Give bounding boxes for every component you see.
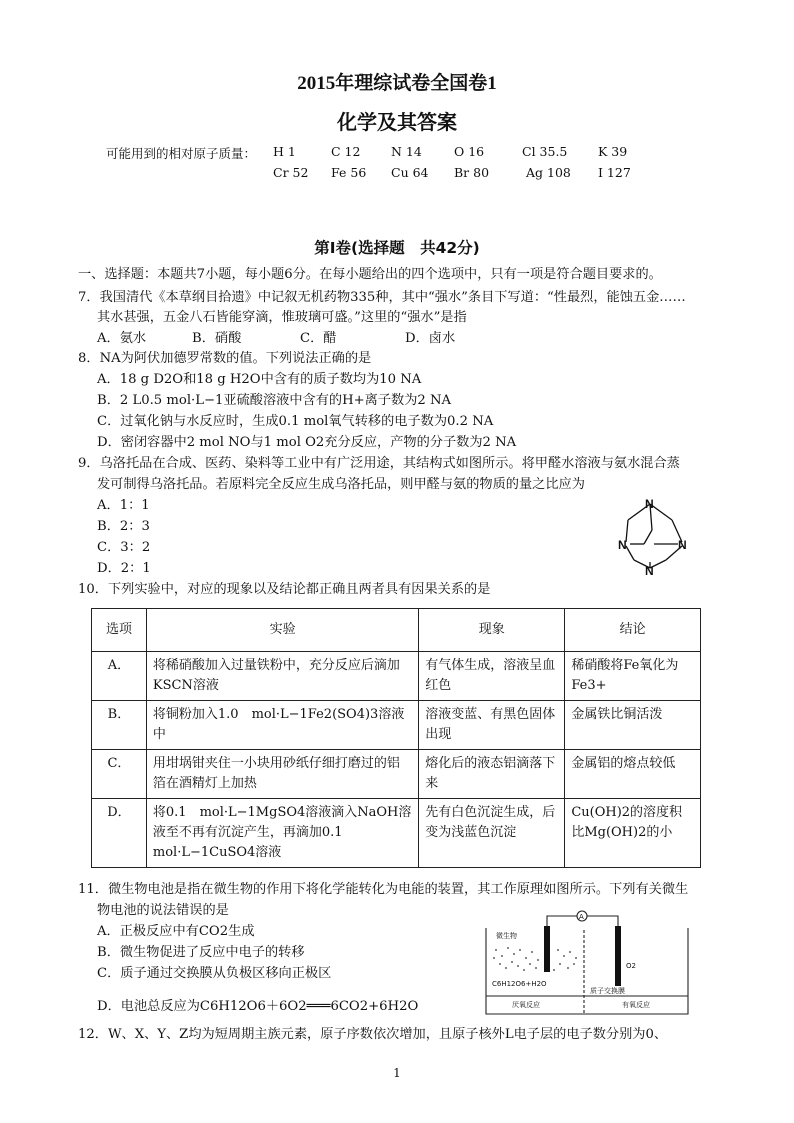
- table-cell-conclusion: 金属铁比铜活泼: [565, 701, 701, 750]
- section-instructions: 一、选择题：本题共7小题，每小题6分。在每小题给出的四个选项中，只有一项是符合题目要求的。: [78, 267, 662, 282]
- atomic-mass-item: O 16: [454, 144, 485, 159]
- anode-electrode: [544, 926, 550, 972]
- table-cell-option: C．: [92, 750, 147, 799]
- atomic-mass-item: C 12: [331, 144, 361, 159]
- ammeter-label: A: [579, 913, 584, 921]
- q8-option-c: C．过氧化钠与水反应时，生成0.1 mol氧气转移的电子数为0.2 NA: [97, 414, 494, 429]
- aerobic-label: 有氧反应: [622, 1001, 650, 1009]
- cathode-electrode: [615, 926, 621, 986]
- atomic-mass-item: Cl 35.5: [522, 144, 568, 159]
- table-header-row: [92, 609, 701, 652]
- table-cell-experiment: 将铜粉加入1.0 mol·L−1Fe2(SO4)3溶液中: [146, 701, 418, 750]
- q9-stem-line1: 9．乌洛托品在合成、医药、染料等工业中有广泛用途，其结构式如图所示。将甲醛水溶液与氨水混合蒸: [78, 456, 680, 471]
- q8-option-d: D．密闭容器中2 mol NO与1 mol O2充分反应，产物的分子数为2 NA: [97, 435, 517, 450]
- membrane-label: 质子交换膜: [590, 987, 625, 995]
- q9-option-a: A．1：1: [97, 498, 150, 513]
- atomic-mass-row-1: [0, 144, 794, 184]
- table-cell-option: A．: [92, 652, 147, 701]
- table-header-option: 选项: [92, 609, 147, 652]
- q7-option-b: B．硝酸: [192, 331, 242, 346]
- q8-stem: 8．NA为阿伏加德罗常数的值。下列说法正确的是: [78, 351, 372, 366]
- urotropine-structure-diagram: [600, 488, 700, 582]
- table-cell-experiment: 将0.1 mol·L−1MgSO4溶液滴入NaOH溶液至不再有沉淀产生，再滴加0.1 mol·L−1CuSO4溶液: [146, 799, 418, 868]
- table-row: [92, 799, 701, 868]
- atomic-mass-item: K 39: [598, 144, 628, 159]
- q11-option-a: A．正极反应中有CO2生成: [97, 924, 255, 939]
- q8-option-b: B．2 L0.5 mol·L−1亚硫酸溶液中含有的H+离子数为2 NA: [97, 393, 452, 408]
- table-cell-option: B．: [92, 701, 147, 750]
- q11-stem-line2: 物电池的说法错误的是: [97, 903, 229, 918]
- table-row: [92, 750, 701, 799]
- q11-stem-line1: 11．微生物电池是指在微生物的作用下将化学能转化为电能的装置，其工作原理如图所示。下列有关微生: [78, 882, 689, 897]
- nitrogen-label: N: [678, 538, 687, 552]
- table-cell-conclusion: Cu(OH)2的溶度积比Mg(OH)2的小: [565, 799, 701, 868]
- atomic-mass-item: Cu 64: [391, 165, 429, 180]
- table-cell-phenomenon: 有气体生成，溶液呈血红色: [419, 652, 565, 701]
- q11-option-c: C．质子通过交换膜从负极区移向正极区: [97, 966, 332, 981]
- section-title: 第Ⅰ卷(选择题 共42分): [314, 239, 480, 257]
- q10-experiment-table: [91, 608, 701, 868]
- atomic-mass-item: N 14: [391, 144, 422, 159]
- atomic-mass-item: I 127: [598, 165, 631, 180]
- table-row: [92, 652, 701, 701]
- atomic-mass-item: Fe 56: [331, 165, 367, 180]
- nitrogen-label: N: [645, 564, 654, 578]
- q7-stem-line1: 7．我国清代《本草纲目拾遗》中记叙无机药物335种，其中“强水”条目下写道：“性最烈，能蚀五金……: [78, 290, 686, 305]
- document-title: 2015年理综试卷全国卷1: [297, 73, 497, 94]
- atomic-mass-item: Ag 108: [526, 165, 571, 180]
- table-row: [92, 701, 701, 750]
- q7-option-c: C．醋: [300, 331, 337, 346]
- q7-stem-line2: 其水甚强，五金八石皆能穿滴，惟玻璃可盛。”这里的“强水”是指: [97, 310, 467, 325]
- microbe-label: 微生物: [496, 932, 517, 940]
- oxygen-label: O2: [626, 962, 636, 970]
- q9-stem-line2: 发可制得乌洛托品。若原料完全反应生成乌洛托品，则甲醛与氨的物质的量之比应为: [97, 477, 585, 492]
- q9-option-c: C．3：2: [97, 540, 151, 555]
- table-cell-experiment: 用坩埚钳夹住一小块用砂纸仔细打磨过的铝箔在酒精灯上加热: [146, 750, 418, 799]
- table-cell-option: D．: [92, 799, 147, 868]
- table-cell-phenomenon: 先有白色沉淀生成，后变为浅蓝色沉淀: [419, 799, 565, 868]
- document-subtitle: 化学及其答案: [337, 110, 457, 134]
- glucose-label: C6H12O6+H2O: [492, 980, 547, 988]
- table-cell-conclusion: 稀硝酸将Fe氧化为Fe3+: [565, 652, 701, 701]
- table-header-experiment: 实验: [146, 609, 418, 652]
- q12-stem-line1: 12．W、X、Y、Z均为短周期主族元素，原子序数依次增加，且原子核外L电子层的电子数分别为0、: [78, 1027, 668, 1042]
- atomic-mass-item: Br 80: [454, 165, 490, 180]
- page-number: 1: [393, 1066, 401, 1080]
- table-header-conclusion: 结论: [565, 609, 701, 652]
- nitrogen-label: N: [645, 497, 654, 511]
- table-cell-conclusion: 金属铝的熔点较低: [565, 750, 701, 799]
- q9-option-b: B．2：3: [97, 519, 150, 534]
- table-cell-experiment: 将稀硝酸加入过量铁粉中，充分反应后滴加KSCN溶液: [146, 652, 418, 701]
- microbe-dots: [493, 947, 577, 971]
- q8-option-a: A．18 g D2O和18 g H2O中含有的质子数均为10 NA: [97, 372, 422, 387]
- q7-option-a: A．氨水: [97, 331, 147, 346]
- atomic-mass-item: Cr 52: [273, 165, 309, 180]
- microbial-cell-diagram: [482, 906, 694, 1018]
- q10-stem: 10．下列实验中，对应的现象以及结论都正确且两者具有因果关系的是: [78, 582, 491, 597]
- q11-option-b: B．微生物促进了反应中电子的转移: [97, 945, 305, 960]
- nitrogen-label: N: [618, 538, 627, 552]
- q7-option-d: D．卤水: [405, 331, 456, 346]
- anaerobic-label: 厌氧反应: [512, 1001, 540, 1009]
- table-cell-phenomenon: 溶液变蓝、有黑色固体出现: [419, 701, 565, 750]
- table-header-phenomenon: 现象: [419, 609, 565, 652]
- atomic-mass-label: 可能用到的相对原子质量：: [106, 146, 257, 161]
- table-cell-phenomenon: 熔化后的液态铝滴落下来: [419, 750, 565, 799]
- atomic-mass-item: H 1: [273, 144, 296, 159]
- q9-option-d: D．2：1: [97, 561, 151, 576]
- q11-option-d: D．电池总反应为C6H12O6＋6O2═══6CO2+6H2O: [97, 999, 419, 1014]
